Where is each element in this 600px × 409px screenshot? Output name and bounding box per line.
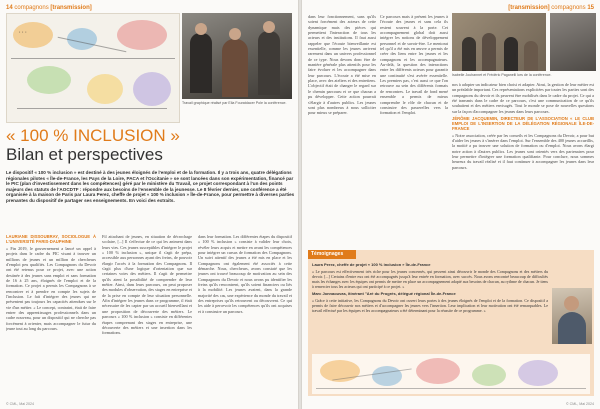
column-2 (102, 234, 192, 400)
conference-photo-speakers (452, 13, 546, 71)
column-1 (6, 234, 96, 400)
right-column-3-text: nos à adopter un indicateur bien choisi et adapter. Ainsi, la gestion de leur métier est un préalable important. Ces représentations explicitées par toutes les parties sont des compagnons du devoir et ils peuvent être mobilisés dans le cadre du projet. Ce qui a été transmis dans le cadre de ce parcours, c'est une communication de ce qu'ils souhaitent et des métiers envisagés. Tout le monde se pose de nouvelles questions sur la façon d'accompagner les jeunes dans leurs parcours. (452, 82, 594, 114)
right-column-3 (452, 82, 594, 246)
footer-right: © CML, Mai 2024 (565, 402, 594, 406)
testimonial-2-author: Marc Jonnaouvas, itinérant "Aré du Progrès, délégué régional Île-de-France (312, 291, 456, 297)
section-tag: [transmission] (50, 5, 92, 11)
testimonial-portrait (552, 288, 592, 344)
column-1-text: « Fin 2019, le gouvernement a lancé un appel à projets dans le cadre du PIC visant à trouver un millions de jeunes et un million de chercheurs d'emploi peu qualifiés. Les Compagnons du Devoir ont été retenus pour ce projet, avec une action destinée à des jeunes sans emploi et sans formation de 16 à 25 ans, éloignés de l'emploi et de la formation. Ce projet a permis les Compagnons à se rencontrer et à prendre en compte les sujets de l'inclusion. Le fait d'intégrer des jeunes qui ne présentent pas toujours les capacités attendues sur le vie d'un métier. « Le concept, contraint, était de faire entrer des apprentissages professionnels dans un cadre nouveau, pour un dispositif qui ne cherche pas forcément à orienter, mais accompagner le futur du jeune tout au long du parcours. (6, 245, 96, 332)
sketch-doodle-text: · · · (19, 30, 27, 36)
speaker-heading-2: JÉRÔME JACQUEMIN, DIRECTEUR DE L'ASSOCIATION « LE CLUB EMPLOI DE L'INSERTION DE LA DÉLÉGATION RÉGIONALE ÎLE-DE-FRANCE (452, 115, 594, 131)
testimonial-1-text: « Le parcours est effectivement très riche pour les jeunes concernés, qui peuvent ainsi découvrir le monde des Compagnons et des métiers du devoir. [...] Certains d'entre eux ont été accompagnés jusqu'à leur entrée en formation, avec succès. Nous avons rencontré beaucoup de difficultés mais les échanges avec les équipes ont permis de mettre en place un accompagnement adapté aux besoins de chacun, au rythme de chacun. Je tiens à remercier tous les acteurs qui ont participé à ce projet. » (312, 269, 548, 290)
column-3 (198, 234, 292, 400)
page-number: 14 (6, 5, 13, 11)
footer-left: © CML, Mai 2024 (6, 402, 35, 406)
testimonial-2-text: « Grâce à cette initiative, les Compagnons du Devoir ont ouvert leurs portes à des jeunes éloignés de l'emploi et de la formation. Ce dispositif a permis de faire découvrir nos métiers et d'accompagner les jeunes vers l'insertion. Leur implication et leur motivation ont été remarquables. Le travail effectué par les équipes et les accompagnateurs a été déterminant pour la réussite de ce programme. » (312, 298, 548, 314)
running-head-right (508, 5, 594, 11)
section-name: compagnons (551, 5, 586, 11)
speaker-heading: LAURIANE DISSOUBRAY, SOCIOLOGUE À L'UNIVERSITÉ PARIS-DAUPHINE (6, 234, 96, 245)
section-name: compagnons (14, 5, 49, 11)
testimonial-1-author: Laura Perez, cheffe de projet « 100 % inclusion » Île-de-France (312, 262, 431, 267)
right-column-1 (308, 14, 376, 246)
conference-photo-audience (550, 13, 596, 71)
right-column-3-text-2: « Notre association, créée par les conseils et les Compagnons du Devoir, a pour but d'aider les jeunes à s'insérer dans l'emploi. Sur l'ensemble des 400 jeunes accueillis, la moitié a pu trouver une solution de formation ou d'emploi. Nous avons élargi notre action à d'autres publics. Les jeunes sont orientés vers des partenaires pour leur permettre d'intégrer une formation qualifiante. Pour conclure, nous sommes heureux du travail réalisé et il faut continuer à accompagner les jeunes dans leur parcours. (452, 132, 594, 170)
testimonials-illustration (312, 354, 590, 394)
graphic-recording-illustration (6, 13, 180, 123)
article-lead: Le dispositif « 100 % inclusion » est destiné à des jeunes éloignés de l'emploi et de la formation. Il y a trois ans, quatre délégations régionales pilotes « Île-de-France, les Pays de la Loire, PACA et l'Occitanie » se sont lancées dans son expérimentation, financé par le PIC (plan d'investissement dans les compétences) géré par le ministère du Travail, ce projet correspondant à l'un des points majeurs des statuts de l'AOCDTF : répondre aux besoins de l'ensemble de la jeunesse. Le 8 février dernier, une conférence a été organisée à la maison de Paris par Laura Perez, cheffe de projet « 100 % inclusion » Île-de-France, pour permettre à diverses parties prenantes du dispositif de partager ses enseignements. En voici des extraits. (6, 170, 295, 203)
testimonials-box (308, 250, 594, 396)
right-column-2 (380, 14, 448, 246)
right-page (302, 0, 600, 409)
right-column-2-text: Ce parcours mais à présent les jeunes à l'écoute des jeunes et sans cela ils restent souvent à la porte. Cet accompagnement global doit aussi intégrer les notions de développement personnel et de savoir-être. Le mentorat tel qu'il a été mis en œuvre a permis de créer des liens entre les jeunes et les compagnons et les accompagnateurs. Au-delà, la question des interactions entre les différents acteurs pour garantir une continuité s'est avérée essentielle. Les premiers pas, c'est aussi ce que l'on retrouve au sein des différents formats de rencontres. Le travail de fond mené ensemble a permis de mieux comprendre le rôle de chacun et de construire des passerelles vers la formation et l'emploi. (380, 14, 448, 116)
column-2-text: Fil attachant de jeunes, en situation de décrochage scolaire, [...] Il s'effectue de ce qui les animent dans leurs vies. Ces jeunes susceptibles d'intégrer le projet « 100 % inclusion », unique il s'agit de prépa, accessible aux personnes ayant des freins, de pouvoir élargir l'accès à la formation des Compagnons. Il s'agit plus d'une logique d'orientation que sur certaines voies des métiers. Il s'agit de permettre qu'ils aient la possibilité de comprendre de leur métier. Ainsi, dans leurs parcours, on peut proposer des modules d'observation, des stages en entreprise et de la prise en compte de leur situation personnelle. Afin d'intégrer les jeunes dans ce programme, il était nécessaire de les capter par un accueil bienveillant et une proposition de découverte des métiers. Le parcours « 100 % inclusion » consiste en différentes étapes comprenant des stages en entreprise, une découverte des métiers et une insertion dans les formations. (102, 234, 192, 336)
page-number: 15 (587, 5, 594, 11)
article-title-line1: « 100 % INCLUSION » (6, 126, 180, 145)
article-title-line2: Bilan et perspectives (6, 145, 163, 164)
right-photo-caption: Isabelle Jouhannet et Frédéric Paganelli lors de la conférence. (452, 73, 552, 77)
photo-caption: Travail graphique réalisé par Elia Fouratdacer Pole la conférence. (182, 101, 287, 105)
running-head-left (6, 5, 92, 11)
left-page (0, 0, 298, 409)
column-3-text: dans leur formation. Les différentes étapes du dispositif « 100 % inclusion » consiste à valider leur choix, révèler leurs acquis et mettre en avant les compétences pour intégrer un cursus de formation des Compagnons. Un suivi attentif des jeunes a été mis en place et les Compagnons ont également été associés à cette démarche. Nous, chercheurs, avons constaté que les jeunes ont trouvé beaucoup de motivation au sein des Compagnons du Devoir et nous avons pu identifier les freins qu'ils rencontrent, qu'ils soient financiers ou liés à la mobilité. Les jeunes avaient, dans la grande majorité des cas, une expérience du monde du travail et des entreprises qu'ils retrouvent ou découvrent. Ce qui les aide à percevoir les compétences qu'ils ont acquises et à construire un parcours. (198, 234, 292, 314)
section-tag: [transmission] (508, 5, 550, 11)
conference-photo (182, 13, 292, 99)
testimonials-heading: Témoignages (311, 251, 344, 257)
right-column-1-text: dans leur fonctionnement, sans qu'ils soient forcément des acteurs de cette dynamique mais des pièces qui permettent l'interaction de tous les acteurs et des institutions. Il faut aussi rappeler que l'écoute bienveillante est essentielle, comme les jeunes arrivent rarement dans un univers professionnel de ce type. Nous devons donc être de manière générale plus attentifs pour les faire évoluer et les accompagner dans leur parcours. L'écoute a été mise en place, avec des ateliers et des entretiens. L'objectif était de changer le regard sur le chemin parcouru et ce que chacun a pu développer. Cette action pourrait s'élargir à d'autres publics. Les jeunes sont plus nombreux à nous solliciter pour mieux se préparer. (308, 14, 376, 116)
testimonials-body (312, 262, 548, 315)
